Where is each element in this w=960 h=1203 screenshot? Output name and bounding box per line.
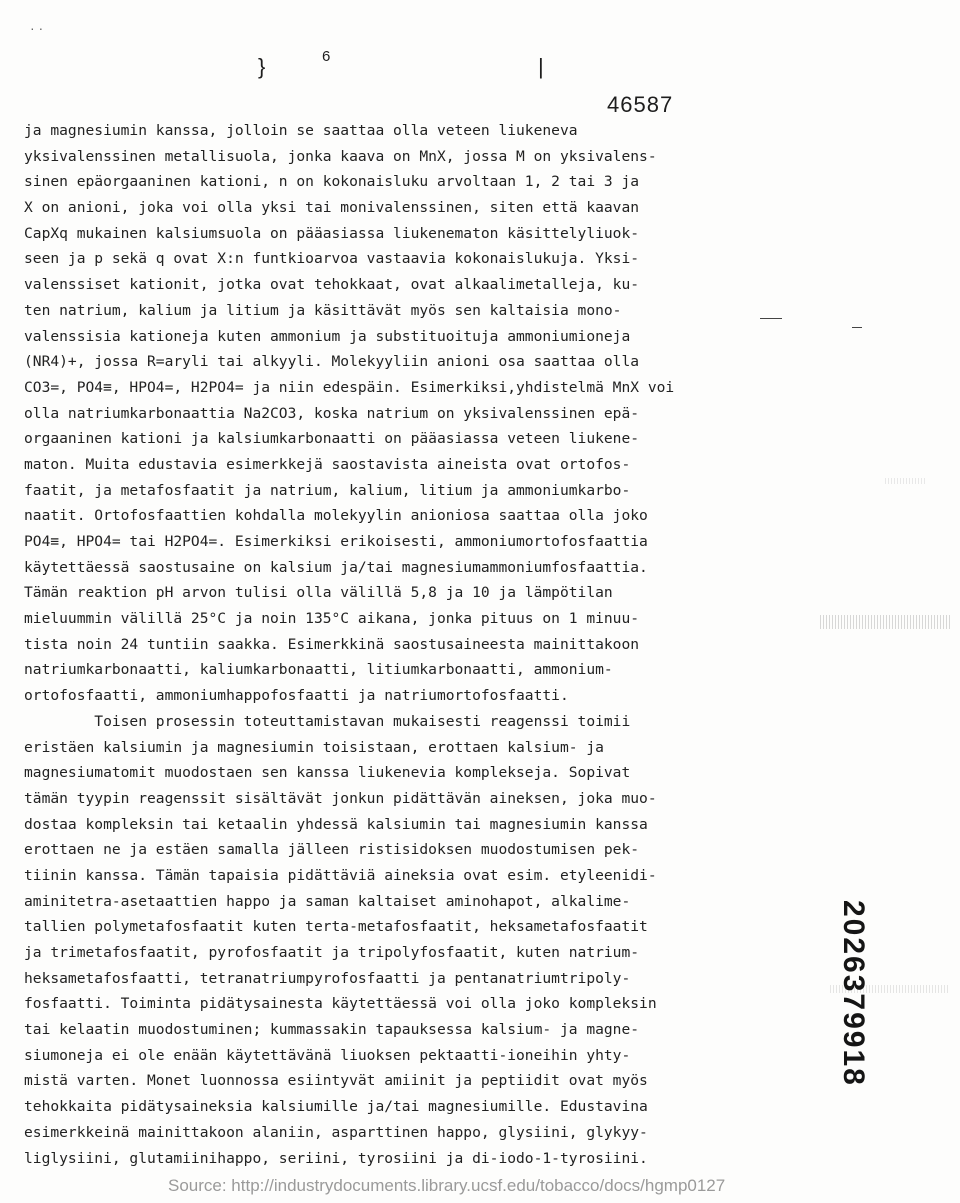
- text-line: käytettäessä saostusaine on kalsium ja/tai magnesiumammoniumfosfaattia.: [24, 558, 648, 576]
- text-line: dostaa kompleksin tai ketaalin yhdessä kalsiumin tai magnesiumin kanssa: [24, 815, 648, 833]
- text-line: orgaaninen kationi ja kalsiumkarbonaatti on pääasiassa veteen liukene-: [24, 430, 640, 448]
- scan-noise: [885, 478, 925, 484]
- text-line: Toisen prosessin toteuttamistavan mukaisesti reagenssi toimii: [24, 712, 631, 730]
- text-line: mistä varten. Monet luonnossa esiintyvät amiinit ja peptiidit ovat myös: [24, 1072, 648, 1090]
- text-line: ortofosfaatti, ammoniumhappofosfaatti ja natriumortofosfaatti.: [24, 687, 569, 705]
- text-line: ja trimetafosfaatit, pyrofosfaatit ja tripolyfosfaatit, kuten natrium-: [24, 944, 640, 961]
- text-line: ten natrium, kalium ja litium ja käsittävät myös sen kaltaisia mono-: [24, 301, 622, 319]
- text-line: Tämän reaktion pH arvon tulisi olla välillä 5,8 ja 10 ja lämpötilan: [24, 584, 613, 602]
- margin-dash: [852, 327, 862, 328]
- text-line: faatit, ja metafosfaatit ja natrium, kalium, litium ja ammoniumkarbo-: [24, 481, 631, 499]
- bates-number: 2026379918: [837, 900, 870, 1087]
- margin-bracket-right: |: [538, 54, 544, 79]
- text-line: tiinin kanssa. Tämän tapaisia pidättäviä aineksia ovat esim. etyleenidi-: [24, 866, 657, 884]
- text-line: valenssiset kationit, jotka ovat tehokkaat, ovat alkaalimetalleja, ku-: [24, 276, 640, 294]
- text-line: eristäen kalsiumin ja magnesiumin toisistaan, erottaen kalsium- ja: [24, 738, 604, 756]
- text-line: PO4≡, HPO4= tai H2PO4=. Esimerkiksi erikoisesti, ammoniumortofosfaattia: [24, 533, 648, 550]
- text-line: magnesiumatomit muodostaen sen kanssa liukenevia komplekseja. Sopivat: [24, 764, 631, 782]
- text-line: natriumkarbonaatti, kaliumkarbonaatti, litiumkarbonaatti, ammonium-: [24, 661, 613, 679]
- text-line: tämän tyypin reagenssit sisältävät jonkun pidättävän aineksen, joka muo-: [24, 789, 657, 807]
- text-line: erottaen ne ja estäen samalla jälleen ristisidoksen muodostumisen pek-: [24, 841, 640, 859]
- text-line: naatit. Ortofosfaattien kohdalla molekyylin anioniosa saattaa olla joko: [24, 507, 648, 525]
- text-line: maton. Muita edustavia esimerkkejä saostavista aineista ovat ortofos-: [24, 455, 631, 473]
- body-text: [24, 118, 764, 1171]
- document-number: 46587: [607, 92, 674, 117]
- text-line: tallien polymetafosfaatit kuten terta-metafosfaatit, heksametafosfaatit: [24, 918, 648, 936]
- text-line: yksivalenssinen metallisuola, jonka kaava on MnX, jossa M on yksivalens-: [24, 147, 657, 165]
- text-line: valenssisia kationeja kuten ammonium ja substituoituja ammoniumioneja: [24, 327, 631, 345]
- text-line: tista noin 24 tuntiin saakka. Esimerkkinä saostusaineesta mainittakoon: [24, 635, 640, 653]
- text-line: heksametafosfaatti, tetranatriumpyrofosfaatti ja pentanatriumtripoly-: [24, 969, 631, 987]
- text-line: olla natriumkarbonaattia Na2CO3, koska natrium on yksivalenssinen epä-: [24, 404, 640, 422]
- text-line: fosfaatti. Toiminta pidätysainesta käytettäessä voi olla joko kompleksin: [24, 995, 657, 1013]
- margin-bracket-left: }: [258, 54, 266, 79]
- text-line: sinen epäorgaaninen kationi, n on kokonaisluku arvoltaan 1, 2 tai 3 ja: [24, 173, 640, 191]
- text-line: siumoneja ei ole enään käytettävänä liuoksen pektaatti-ioneihin yhty-: [24, 1046, 631, 1064]
- source-footer: Source: http://industrydocuments.library.ucsf.edu/tobacco/docs/hgmp0127: [168, 1176, 726, 1195]
- text-line: mieluummin välillä 25°C ja noin 135°C aikana, jonka pituus on 1 minuu-: [24, 610, 640, 628]
- text-line: esimerkkeinä mainittakoon alaniin, asparttinen happo, glysiini, glykyy-: [24, 1123, 648, 1141]
- text-line: CapXq mukainen kalsiumsuola on pääasiassa liukenematon käsittelyliuok-: [24, 224, 640, 242]
- text-line: seen ja p sekä q ovat X:n funtkioarvoa vastaavia kokonaislukuja. Yksi-: [24, 250, 640, 268]
- margin-dash: [760, 318, 782, 319]
- scan-speck: · ·: [30, 20, 44, 36]
- text-line: (NR4)+, jossa R=aryli tai alkyyli. Molekyyliin anioni osa saattaa olla: [24, 353, 640, 371]
- page-number: 6: [322, 48, 331, 65]
- text-line: X on anioni, joka voi olla yksi tai monivalenssinen, siten että kaavan: [24, 199, 640, 217]
- scan-noise: [820, 615, 952, 629]
- text-line: aminitetra-asetaattien happo ja saman kaltaiset aminohapot, alkalime-: [24, 892, 631, 910]
- text-line: tehokkaita pidätysaineksia kalsiumille ja/tai magnesiumille. Edustavina: [24, 1098, 648, 1116]
- text-line: ja magnesiumin kanssa, jolloin se saattaa olla veteen liukeneva: [24, 122, 578, 139]
- text-line: CO3=, PO4≡, HPO4=, H2PO4= ja niin edespäin. Esimerkiksi,yhdistelmä MnX voi: [24, 378, 675, 396]
- text-line: liglysiini, glutamiinihappo, seriini, tyrosiini ja di-iodo-1-tyrosiini.: [24, 1149, 648, 1167]
- text-line: tai kelaatin muodostuminen; kummassakin tapauksessa kalsium- ja magne-: [24, 1021, 640, 1039]
